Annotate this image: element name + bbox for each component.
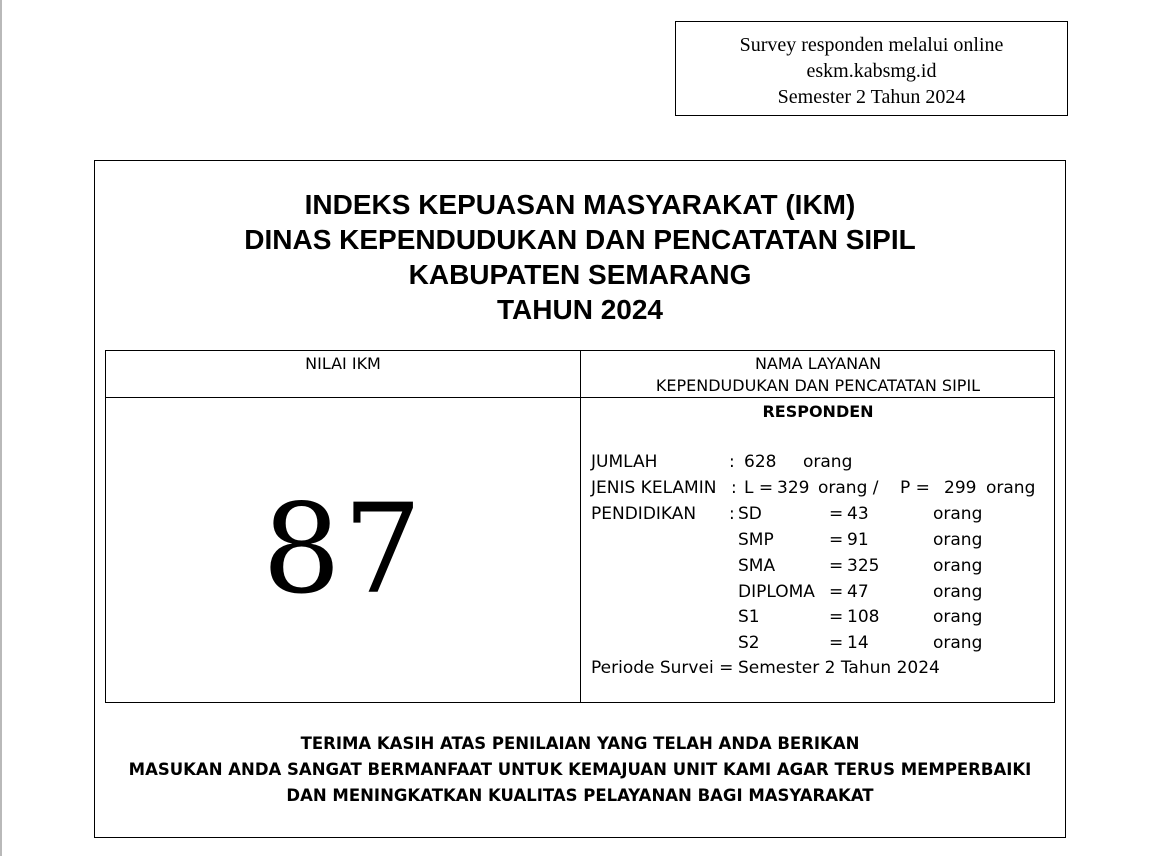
education-unit: orang	[933, 633, 983, 653]
footer-line-2: MASUKAN ANDA SANGAT BERMANFAAT UNTUK KEMAJUAN UNIT KAMI AGAR TERUS MEMPERBAIKI	[128, 760, 1032, 779]
education-unit: orang	[933, 582, 983, 602]
ikm-score: 87	[262, 478, 424, 622]
gender-label: JENIS KELAMIN	[591, 478, 717, 498]
education-unit: orang	[933, 607, 983, 627]
nilai-ikm-header: NILAI IKM	[305, 354, 381, 373]
service-name: KEPENDUDUKAN DAN PENCATATAN SIPIL	[655, 376, 981, 395]
male-label: L =	[744, 478, 774, 498]
education-value: 108	[847, 607, 880, 627]
responden-title: RESPONDEN	[762, 402, 874, 421]
footer-line-1: TERIMA KASIH ATAS PENILAIAN YANG TELAH ANDA BERIKAN	[300, 734, 860, 753]
footer-line-3: DAN MENINGKATKAN KUALITAS PELAYANAN BAGI MASYARAKAT	[286, 786, 874, 805]
periode-label: Periode Survei =	[591, 658, 734, 678]
female-value: 299	[944, 478, 977, 498]
periode-value: Semester 2 Tahun 2024	[738, 658, 940, 678]
jumlah-unit: orang	[803, 452, 853, 472]
nama-layanan-header	[581, 351, 1055, 399]
education-value: 91	[847, 530, 869, 550]
education-eq: =	[829, 530, 844, 550]
education-value: 325	[847, 556, 880, 576]
education-eq: =	[829, 633, 844, 653]
survey-url-text: eskm.kabsmg.id	[806, 60, 937, 82]
male-value: 329	[777, 478, 810, 498]
survey-period-text: Semester 2 Tahun 2024	[777, 86, 966, 108]
education-eq: =	[829, 556, 844, 576]
male-unit: orang /	[818, 478, 879, 498]
pendidikan-colon: :	[729, 504, 735, 524]
jumlah-value: 628	[744, 452, 777, 472]
education-level: SMP	[738, 530, 774, 550]
education-level: SMA	[738, 556, 776, 576]
title-line-3: KABUPATEN SEMARANG	[408, 259, 752, 290]
education-eq: =	[829, 607, 844, 627]
education-level: SD	[738, 504, 762, 524]
title-line-4: TAHUN 2024	[497, 294, 663, 325]
title-line-1: INDEKS KEPUASAN MASYARAKAT (IKM)	[304, 189, 856, 220]
education-unit: orang	[933, 504, 983, 524]
education-level: S2	[738, 633, 760, 653]
title-line-2: DINAS KEPENDUDUKAN DAN PENCATATAN SIPIL	[244, 224, 916, 255]
respondent-panel	[581, 398, 1055, 703]
survey-method-text: Survey responden melalui online	[739, 34, 1004, 56]
education-eq: =	[829, 582, 844, 602]
education-eq: =	[829, 504, 844, 524]
pendidikan-label: PENDIDIKAN	[591, 504, 697, 524]
education-value: 43	[847, 504, 869, 524]
education-unit: orang	[933, 556, 983, 576]
jumlah-colon: :	[729, 452, 735, 472]
education-level: DIPLOMA	[738, 582, 815, 602]
education-level: S1	[738, 607, 760, 627]
ikm-table	[105, 350, 1055, 703]
female-unit: orang	[986, 478, 1036, 498]
survey-info-box	[675, 21, 1068, 116]
education-value: 14	[847, 633, 869, 653]
education-value: 47	[847, 582, 869, 602]
gender-colon: :	[731, 478, 737, 498]
jumlah-label: JUMLAH	[591, 452, 658, 472]
thank-you-footer	[95, 731, 1065, 809]
page-edge-divider	[0, 0, 2, 856]
education-unit: orang	[933, 530, 983, 550]
ikm-report-frame	[94, 160, 1066, 838]
female-label: P =	[900, 478, 930, 498]
nama-layanan-label: NAMA LAYANAN	[754, 354, 882, 373]
report-title	[95, 187, 1065, 327]
